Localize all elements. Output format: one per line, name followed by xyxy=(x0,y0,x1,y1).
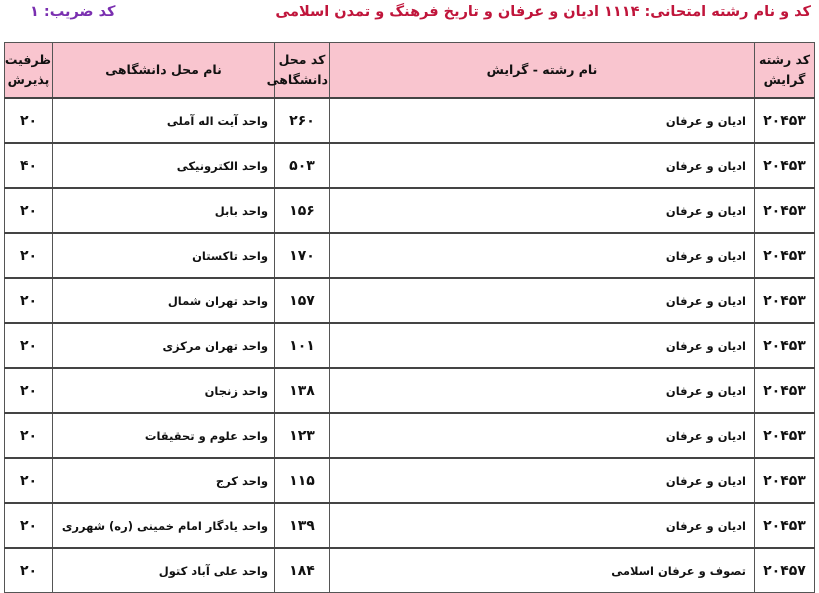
unit-code-cell: ۱۷۰ xyxy=(275,233,330,278)
major-code-cell: ۲۰۴۵۳ xyxy=(755,368,815,413)
major-name-cell: ادیان و عرفان xyxy=(330,413,755,458)
unit-code-cell: ۱۵۷ xyxy=(275,278,330,323)
major-code-cell: ۲۰۴۵۳ xyxy=(755,98,815,143)
unit-name-cell: واحد یادگار امام خمینی (ره) شهرری xyxy=(53,503,275,548)
major-name-cell: تصوف و عرفان اسلامی xyxy=(330,548,755,593)
table-row xyxy=(5,233,815,278)
unit-code-cell: ۱۳۸ xyxy=(275,368,330,413)
major-code-cell: ۲۰۴۵۷ xyxy=(755,548,815,593)
major-name-cell: ادیان و عرفان xyxy=(330,278,755,323)
unit-name-cell: واحد کرج xyxy=(53,458,275,503)
major-name-cell: ادیان و عرفان xyxy=(330,503,755,548)
capacity-cell: ۲۰ xyxy=(5,503,53,548)
table-row xyxy=(5,188,815,233)
unit-code-cell: ۲۶۰ xyxy=(275,98,330,143)
major-code-cell: ۲۰۴۵۳ xyxy=(755,143,815,188)
capacity-cell: ۲۰ xyxy=(5,278,53,323)
capacity-cell: ۲۰ xyxy=(5,368,53,413)
unit-code-cell: ۱۳۹ xyxy=(275,503,330,548)
major-code-cell: ۲۰۴۵۳ xyxy=(755,503,815,548)
major-code-cell: ۲۰۴۵۳ xyxy=(755,458,815,503)
major-name-cell: ادیان و عرفان xyxy=(330,458,755,503)
table-row xyxy=(5,368,815,413)
unit-name-cell: واحد تهران شمال xyxy=(53,278,275,323)
header-capacity: ظرفیت پذیرش xyxy=(5,43,53,99)
major-code-cell: ۲۰۴۵۳ xyxy=(755,413,815,458)
table-row xyxy=(5,323,815,368)
table-row xyxy=(5,413,815,458)
table-row xyxy=(5,458,815,503)
table-row xyxy=(5,503,815,548)
capacity-cell: ۲۰ xyxy=(5,548,53,593)
table-row xyxy=(5,98,815,143)
major-code-cell: ۲۰۴۵۳ xyxy=(755,278,815,323)
capacity-cell: ۲۰ xyxy=(5,413,53,458)
unit-code-cell: ۱۰۱ xyxy=(275,323,330,368)
table-row xyxy=(5,143,815,188)
unit-name-cell: واحد علی آباد کتول xyxy=(53,548,275,593)
capacity-cell: ۲۰ xyxy=(5,98,53,143)
capacity-cell: ۲۰ xyxy=(5,323,53,368)
capacity-cell: ۴۰ xyxy=(5,143,53,188)
unit-code-cell: ۵۰۳ xyxy=(275,143,330,188)
header-unit-name: نام محل دانشگاهی xyxy=(53,43,275,99)
major-name-cell: ادیان و عرفان xyxy=(330,98,755,143)
table-row xyxy=(5,278,815,323)
capacity-cell: ۲۰ xyxy=(5,188,53,233)
major-name-cell: ادیان و عرفان xyxy=(330,323,755,368)
major-name-cell: ادیان و عرفان xyxy=(330,188,755,233)
major-name-cell: ادیان و عرفان xyxy=(330,143,755,188)
header-major-name: نام رشته - گرایش xyxy=(330,43,755,99)
unit-name-cell: واحد علوم و تحقیقات xyxy=(53,413,275,458)
unit-name-cell: واحد تهران مرکزی xyxy=(53,323,275,368)
admissions-table xyxy=(4,42,815,593)
unit-name-cell: واحد الکترونیکی xyxy=(53,143,275,188)
unit-code-cell: ۱۵۶ xyxy=(275,188,330,233)
major-name-cell: ادیان و عرفان xyxy=(330,368,755,413)
unit-name-cell: واحد بابل xyxy=(53,188,275,233)
major-code-cell: ۲۰۴۵۳ xyxy=(755,188,815,233)
major-name-cell: ادیان و عرفان xyxy=(330,233,755,278)
capacity-cell: ۲۰ xyxy=(5,233,53,278)
coefficient-code: کد ضریب: ۱ xyxy=(30,4,116,20)
unit-name-cell: واحد تاکستان xyxy=(53,233,275,278)
header-unit-code: کد محل دانشگاهی xyxy=(275,43,330,99)
unit-name-cell: واحد آیت اله آملی xyxy=(53,98,275,143)
major-code-cell: ۲۰۴۵۳ xyxy=(755,233,815,278)
table-row xyxy=(5,548,815,593)
table-header-row xyxy=(5,43,815,99)
unit-code-cell: ۱۲۳ xyxy=(275,413,330,458)
unit-code-cell: ۱۱۵ xyxy=(275,458,330,503)
major-code-cell: ۲۰۴۵۳ xyxy=(755,323,815,368)
exam-title: کد و نام رشته امتحانی: ۱۱۱۴ ادیان و عرفان و تاریخ فرهنگ و تمدن اسلامی xyxy=(275,4,811,20)
unit-code-cell: ۱۸۴ xyxy=(275,548,330,593)
capacity-cell: ۲۰ xyxy=(5,458,53,503)
header-major-code: کد رشته گرایش xyxy=(755,43,815,99)
unit-name-cell: واحد زنجان xyxy=(53,368,275,413)
